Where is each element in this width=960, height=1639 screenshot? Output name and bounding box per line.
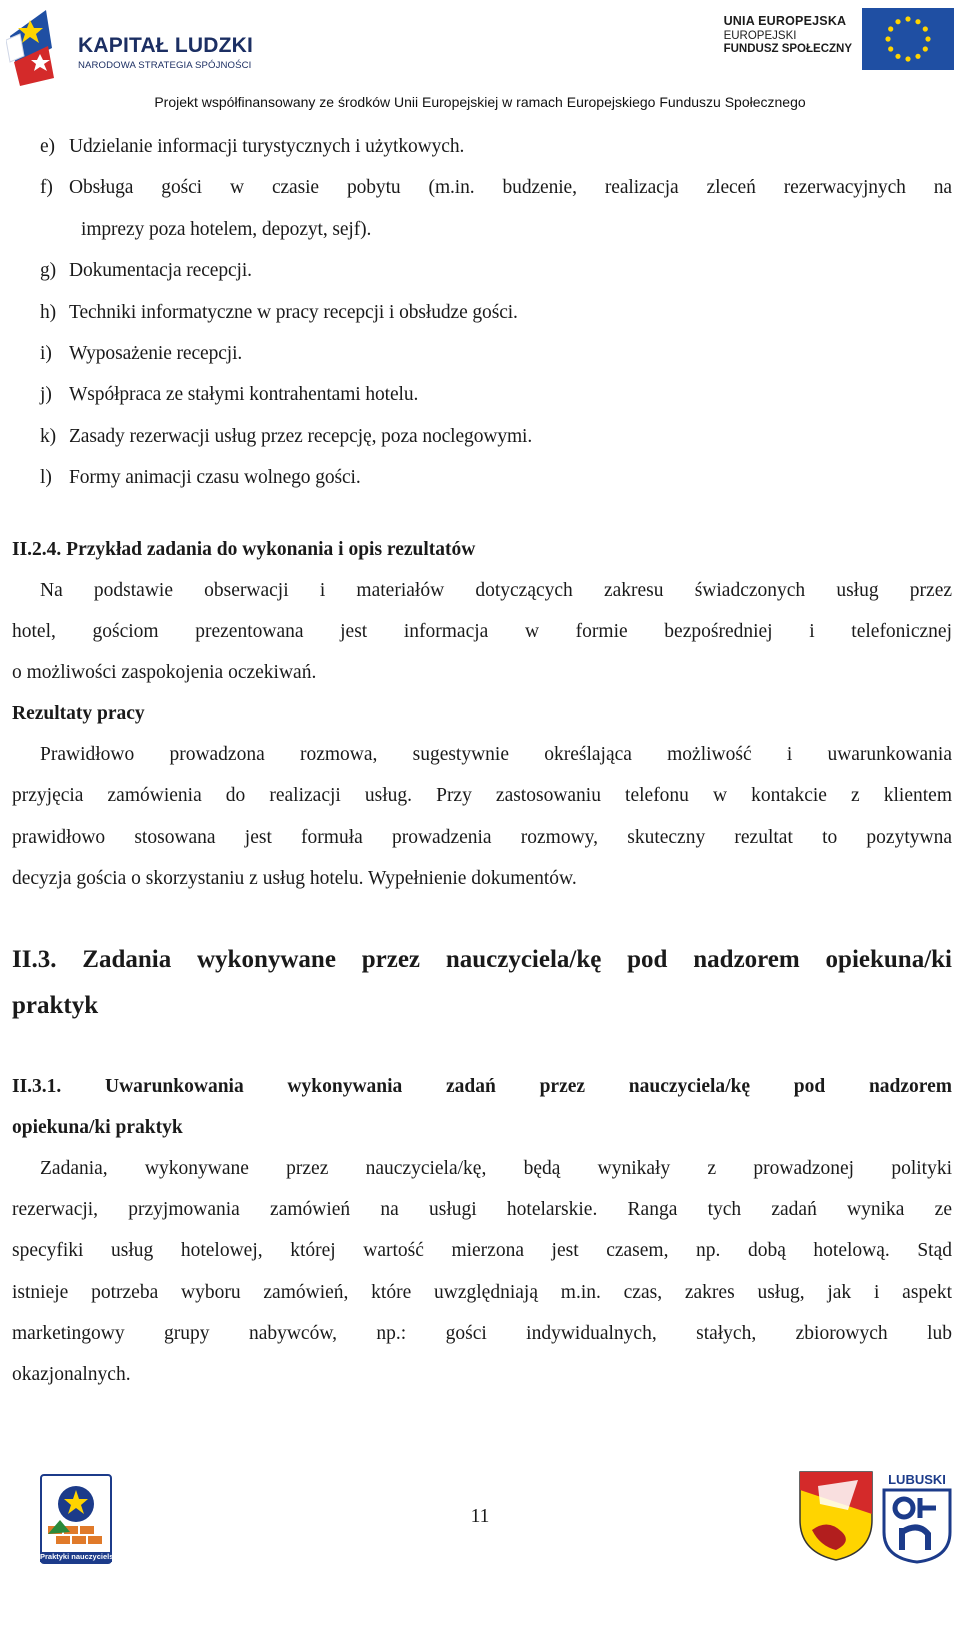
list-item-text: Zasady rezerwacji usług przez recepcję, poza noclegowymi. [69,425,533,447]
list-item-text: Udzielanie informacji turystycznych i użytkowych. [69,136,465,157]
list-marker: l) [40,467,52,489]
eu-star-icon [915,19,920,24]
results-paragraph [12,734,952,899]
paragraph-line: Prawidłowo prowadzona rozmowa, sugestywnie określająca możliwość i uwarunkowania [40,744,952,766]
eu-line-3: FUNDUSZ SPOŁECZNY [723,43,852,55]
eu-star-icon [915,54,920,59]
header-caption: Projekt współfinansowany ze środków Unii Europejskiej w ramach Europejskiego Funduszu Społecznego [154,94,806,110]
list-item-text: Dokumentacja recepcji. [69,260,252,282]
section-2-2-4-paragraph [12,570,952,694]
praktyki-nauczycielskie-caption: Praktyki nauczycielskie [40,1552,124,1561]
list-item-text [40,167,952,250]
eu-star-icon [923,46,928,51]
section-2-3-1-heading [12,1066,952,1148]
paragraph-line: okazjonalnych. [12,1364,131,1386]
section-2-3-heading [12,937,952,1029]
paragraph-line: istnieje potrzeba wyboru zamówień, które uwzględniają m.in. czas, zakres usług, jak i aspekt [12,1281,952,1303]
eu-star-icon [925,36,930,41]
kapital-ludzki-logo [6,6,266,88]
eu-logo [714,6,954,70]
eu-line-1: UNIA EUROPEJSKA [723,14,847,28]
heading-line: praktyk [12,992,99,1020]
document-body [12,126,952,1395]
list-marker: h) [40,301,57,323]
paragraph-line: hotel, gościom prezentowana jest informacja w formie bezpośredniej i telefonicznej [12,620,952,642]
kapital-ludzki-title: KAPITAŁ LUDZKI [78,34,254,57]
eu-flag-icon [862,8,954,70]
heading-line: opiekuna/ki praktyk [12,1117,183,1139]
paragraph-line: decyzja gościa o skorzystaniu z usług hotelu. Wypełnienie dokumentów. [12,867,577,889]
paragraph-line: przyjęcia zamówienia do realizacji usług. Przy zastosowaniu telefonu w kontakcie z klientem [12,785,952,807]
paragraph-line: o możliwości zaspokojenia oczekiwań. [12,662,317,684]
results-heading: Rezultaty pracy [12,703,145,725]
coat-of-arms-icon [798,1470,874,1562]
list-item [12,416,952,457]
topic-list [12,126,952,499]
heading-line: II.3.1. Uwarunkowania wykonywania zadań przez nauczyciela/kę pod nadzorem [12,1076,952,1098]
eu-star-icon [888,26,893,31]
list-item-text-line-2: imprezy poza hotelem, depozyt, sejf). [81,218,372,240]
list-item [12,167,952,250]
list-item [12,333,952,374]
list-item [12,250,952,291]
list-item [12,126,952,167]
paragraph-line: marketingowy grupy nabywców, np.: gości indywidualnych, stałych, zbiorowych lub [12,1322,952,1344]
paragraph-line: Na podstawie obserwacji i materiałów dotyczących zakresu świadczonych usług przez [40,579,952,601]
list-item [12,457,952,498]
section-2-2-4-heading: II.2.4. Przykład zadania do wykonania i opis rezultatów [12,538,476,560]
eu-star-icon [888,46,893,51]
list-marker: f) [40,177,53,199]
list-marker: g) [40,260,57,282]
paragraph-line: prawidłowo stosowana jest formuła prowadzenia rozmowy, skuteczny rezultat to pozytywna [12,826,952,848]
list-marker: i) [40,343,52,365]
list-item [12,292,952,333]
eu-star-icon [905,16,910,21]
svg-text:LUBUSKI: LUBUSKI [888,1472,946,1487]
list-marker: e) [40,136,55,157]
list-item [12,374,952,415]
eu-star-icon [895,19,900,24]
page-header [0,0,960,118]
list-marker: j) [40,384,52,406]
eu-star-icon [905,56,910,61]
list-item-text: Formy animacji czasu wolnego gości. [69,467,361,489]
paragraph-line: Zadania, wykonywane przez nauczyciela/kę, będą wynikały z prowadzonej polityki [40,1158,952,1180]
list-item-text: Wyposażenie recepcji. [69,343,243,365]
eu-star-icon [923,26,928,31]
eu-star-icon [895,54,900,59]
paragraph-line: rezerwacji, przyjmowania zamówień na usługi hotelarskie. Ranga tych zadań wynika ze [12,1199,952,1221]
list-item-text-line-1: Obsługa gości w czasie pobytu (m.in. budzenie, realizacja zleceń rezerwacyjnych na [69,177,952,199]
section-2-3-1-paragraph [12,1148,952,1395]
kapital-ludzki-flag-icon [6,6,68,88]
list-marker: k) [40,425,57,447]
kapital-ludzki-subtitle: NARODOWA STRATEGIA SPÓJNOŚCI [78,60,252,71]
list-item-text: Techniki informatyczne w pracy recepcji i obsłudze gości. [69,301,518,323]
paragraph-line: specyfiki usług hotelowej, której wartość mierzona jest czasem, np. dobą hotelową. Stąd [12,1240,952,1262]
lubuski-logo-icon [880,1470,954,1564]
heading-line: II.3. Zadania wykonywane przez nauczyciela/kę pod nadzorem opiekuna/ki [12,946,952,974]
eu-line-2: EUROPEJSKI [723,30,797,42]
page-footer [0,1468,960,1639]
page-number: 11 [470,1506,490,1527]
eu-star-icon [885,36,890,41]
list-item-text: Współpraca ze stałymi kontrahentami hotelu. [69,384,419,406]
